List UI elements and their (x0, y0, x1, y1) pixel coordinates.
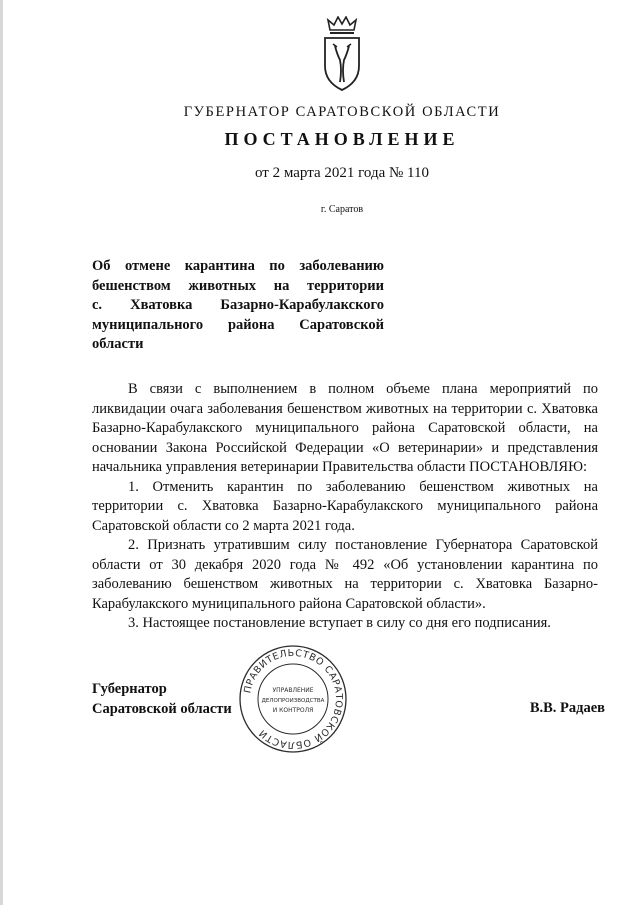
subject-line: области (92, 336, 144, 352)
governor-heading: ГУБЕРНАТОР САРАТОВСКОЙ ОБЛАСТИ (183, 104, 501, 120)
clause-2: 2. Признать утратившим силу постановление Губернатора Саратовской области от 30 декабря 2020 года № 492 «Об установлении карантина по заболеванию бешенством животных на территории с. Хватовка Базарно-Карабулакского муниципального района Саратовской области». (92, 537, 598, 612)
stamp-inner-text: И КОНТРОЛЯ (272, 707, 314, 714)
stamp-inner-text: УПРАВЛЕНИЕ (272, 687, 314, 694)
coat-of-arms-icon (322, 16, 362, 92)
subject-line: Об отмене карантина по заболеванию (92, 258, 384, 274)
official-stamp (238, 644, 348, 754)
decree-date-number: от 2 марта 2021 года № 110 (255, 165, 429, 181)
stamp-outer-text: ПРАВИТЕЛЬСТВО САРАТОВСКОЙ ОБЛАСТИ (242, 647, 345, 751)
stamp-inner-text: ДЕЛОПРОИЗВОДСТВА (261, 698, 325, 704)
clause-3: 3. Настоящее постановление вступает в силу со дня его подписания. (128, 615, 551, 631)
preamble-paragraph: В связи с выполнением в полном объеме плана мероприятий по ликвидации очага заболевания бешенством животных на территории с. Хватовка Базарно-Карабулакского муниципального района Саратовской области, на основании Закона Российской Федерации «О ветеринарии» и представления начальника управления ветеринарии Правительства области ПОСТАНОВЛЯЮ: (92, 381, 598, 475)
signer-position-line: Губернатор (92, 681, 167, 697)
decree-subject (92, 257, 384, 355)
signer-position-line: Саратовской области (92, 700, 232, 717)
document-type-title: ПОСТАНОВЛЕНИЕ (224, 129, 460, 149)
subject-line: бешенством животных на территории (92, 277, 384, 294)
signer-name: В.В. Радаев (529, 700, 605, 716)
decree-body (92, 380, 598, 634)
clause-1: 1. Отменить карантин по заболеванию бешенством животных на территории с. Хватовка Базарно-Карабулакского муниципального района Саратовской области со 2 марта 2021 года. (92, 478, 598, 534)
signer-position (92, 680, 262, 719)
issue-city: г. Саратов (320, 204, 364, 215)
subject-line: с. Хватовка Базарно-Карабулакского (92, 297, 384, 313)
subject-line: муниципального района Саратовской (92, 316, 384, 333)
